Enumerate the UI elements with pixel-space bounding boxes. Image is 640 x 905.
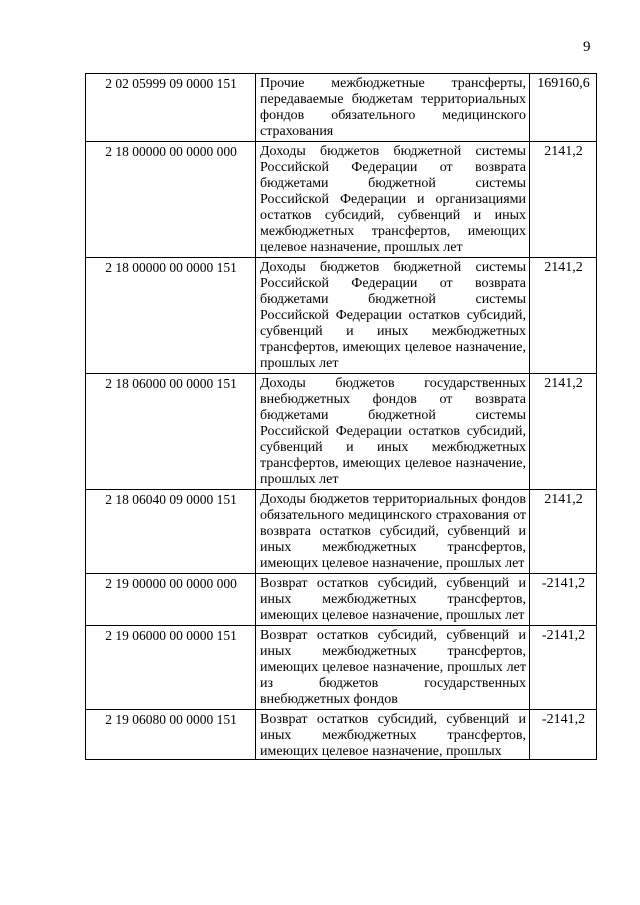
revenue-description: Возврат остатков субсидий, субвенций и иных межбюджетных трансфертов, имеющих целевое назначение, прошлых bbox=[260, 712, 526, 759]
revenue-amount: 2141,2 bbox=[530, 142, 597, 258]
table-row bbox=[86, 710, 597, 760]
revenue-code: 2 19 06080 00 0000 151 bbox=[86, 710, 256, 760]
revenue-amount: -2141,2 bbox=[530, 574, 597, 626]
revenue-description: Доходы бюджетов государственных внебюджетных фондов от возврата бюджетами бюджетной системы Российской Федерации остатков субсидий, субвенций и иных межбюджетных трансфертов, имеющих целевое назначение, прошлых лет bbox=[256, 374, 530, 490]
revenue-amount: 2141,2 bbox=[530, 258, 597, 374]
page-number: 9 bbox=[583, 39, 591, 55]
revenue-description: Возврат остатков субсидий, субвенций и иных межбюджетных трансфертов, имеющих целевое назначение, прошлых лет из бюджетов государственных внебюджетных фондов bbox=[256, 626, 530, 710]
revenue-code: 2 18 06040 09 0000 151 bbox=[86, 490, 256, 574]
revenue-description: Возврат остатков субсидий, субвенций и иных межбюджетных трансфертов, имеющих целевое назначение, прошлых лет bbox=[256, 574, 530, 626]
table-row bbox=[86, 626, 597, 710]
revenue-description: Прочие межбюджетные трансферты, передаваемые бюджетам территориальных фондов обязательного медицинского страхования bbox=[256, 74, 530, 142]
table-row bbox=[86, 142, 597, 258]
revenue-code: 2 18 00000 00 0000 151 bbox=[86, 258, 256, 374]
revenue-description-cell bbox=[256, 710, 530, 760]
revenue-code: 2 19 00000 00 0000 000 bbox=[86, 574, 256, 626]
table-row bbox=[86, 258, 597, 374]
budget-revenue-table bbox=[85, 73, 597, 760]
revenue-amount: 169160,6 bbox=[530, 74, 597, 142]
revenue-amount: 2141,2 bbox=[530, 490, 597, 574]
revenue-code: 2 19 06000 00 0000 151 bbox=[86, 626, 256, 710]
revenue-description: Доходы бюджетов территориальных фондов обязательного медицинского страхования от возврата остатков субсидий, субвенций и иных межбюджетных трансфертов, имеющих целевое назначение, прошлых лет bbox=[256, 490, 530, 574]
revenue-description: Доходы бюджетов бюджетной системы Российской Федерации от возврата бюджетами бюджетной системы Российской Федерации и организациями остатков субсидий, субвенций и иных межбюджетных трансфертов, имеющих целевое назначение, прошлых лет bbox=[256, 142, 530, 258]
revenue-description: Доходы бюджетов бюджетной системы Российской Федерации от возврата бюджетами бюджетной системы Российской Федерации остатков субсидий, субвенций и иных межбюджетных трансфертов, имеющих целевое назначение, прошлых лет bbox=[256, 258, 530, 374]
revenue-amount: -2141,2 bbox=[530, 710, 597, 760]
table-row bbox=[86, 574, 597, 626]
table-row bbox=[86, 74, 597, 142]
revenue-code: 2 18 06000 00 0000 151 bbox=[86, 374, 256, 490]
table-row bbox=[86, 490, 597, 574]
revenue-amount: -2141,2 bbox=[530, 626, 597, 710]
revenue-amount: 2141,2 bbox=[530, 374, 597, 490]
revenue-code: 2 18 00000 00 0000 000 bbox=[86, 142, 256, 258]
revenue-code: 2 02 05999 09 0000 151 bbox=[86, 74, 256, 142]
table-row bbox=[86, 374, 597, 490]
